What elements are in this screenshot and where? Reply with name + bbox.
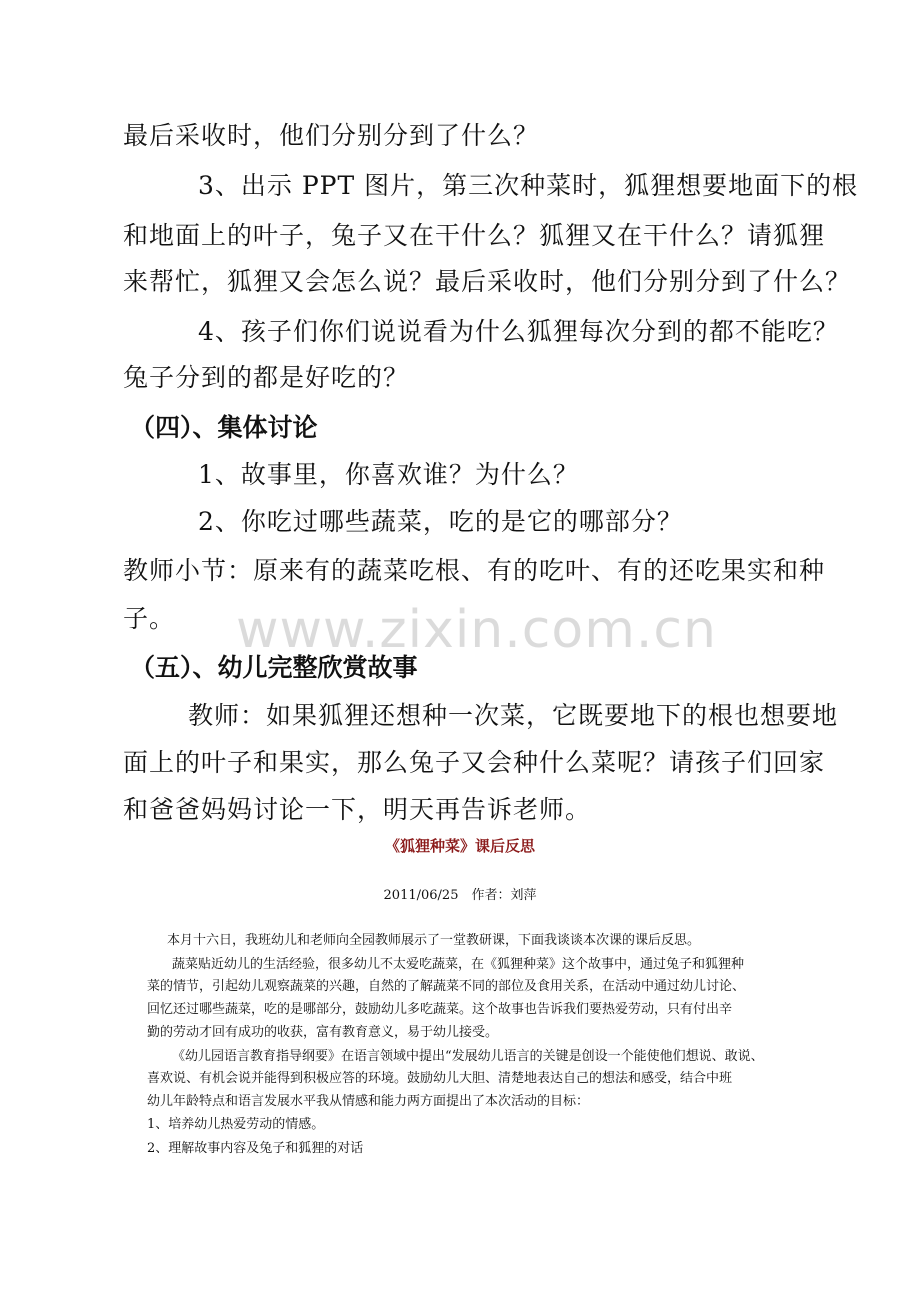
body-line: 教师小节：原来有的蔬菜吃根、有的吃叶、有的还吃果实和种: [123, 556, 826, 585]
reflection-line: 2、理解故事内容及兔子和狐狸的对话: [147, 1141, 364, 1156]
reflection-line: 蔬菜贴近幼儿的生活经验，很多幼儿不太爱吃蔬菜，在《狐狸种菜》这个故事中，通过兔子和狐狸种: [172, 957, 745, 972]
section-heading: （五）、幼儿完整欣赏故事: [130, 653, 418, 682]
reflection-line: 1、培养幼儿热爱劳动的情感。: [147, 1117, 325, 1132]
body-line: 2、你吃过哪些蔬菜，吃的是它的哪部分？: [198, 507, 683, 536]
body-line: 最后采收时，他们分别分到了什么？: [123, 121, 540, 150]
reflection-line: 幼儿年龄特点和语言发展水平我从情感和能力两方面提出了本次活动的目标：: [147, 1094, 590, 1109]
reflection-line: 本月十六日，我班幼儿和老师向全园教师展示了一堂教研课，下面我谈谈本次课的课后反思。: [167, 933, 701, 948]
reflection-line: 喜欢说、有机会说并能得到积极应答的环境。鼓励幼儿大胆、清楚地表达自己的想法和感受，结合中班: [147, 1071, 733, 1086]
body-line: 兔子分到的都是好吃的？: [123, 363, 410, 392]
reflection-meta: 2011/06/25 作者：刘萍: [383, 888, 537, 903]
body-line: 4、孩子们你们说说看为什么狐狸每次分到的都不能吃？: [198, 317, 839, 346]
reflection-line: 《幼儿园语言教育指导纲要》在语言领域中提出“发展幼儿语言的关键是创设一个能使他们想说、敢说、: [172, 1049, 764, 1064]
reflection-line: 回忆还过哪些蔬菜，吃的是哪部分，鼓励幼儿多吃蔬菜。这个故事也告诉我们要热爱劳动，只有付出辛: [147, 1002, 733, 1017]
reflection-title: 《狐狸种菜》课后反思: [384, 837, 535, 855]
body-line: 和爸爸妈妈讨论一下，明天再告诉老师。: [123, 795, 592, 824]
watermark: www.zixin.com.cn: [236, 600, 717, 660]
reflection-line: 勤的劳动才回有成功的收获，富有教育意义，易于幼儿接受。: [147, 1025, 499, 1040]
body-line: 面上的叶子和果实，那么兔子又会种什么菜呢？请孩子们回家: [123, 748, 826, 777]
body-line: 子。: [123, 604, 176, 633]
reflection-line: 菜的情节，引起幼儿观察蔬菜的兴趣，自然的了解蔬菜不同的部位及食用关系，在活动中通过幼儿讨论、: [147, 979, 746, 994]
body-line: 1、故事里，你喜欢谁？为什么？: [198, 460, 579, 489]
body-line: 3、出示 PPT 图片，第三次种菜时，狐狸想要地面下的根: [198, 171, 859, 200]
section-heading: （四）、集体讨论: [130, 413, 318, 442]
body-line: 教师：如果狐狸还想种一次菜，它既要地下的根也想要地: [188, 701, 839, 730]
body-line: 来帮忙，狐狸又会怎么说？最后采收时，他们分别分到了什么？: [123, 267, 852, 296]
body-line: 和地面上的叶子，兔子又在干什么？狐狸又在干什么？请狐狸: [123, 221, 826, 250]
